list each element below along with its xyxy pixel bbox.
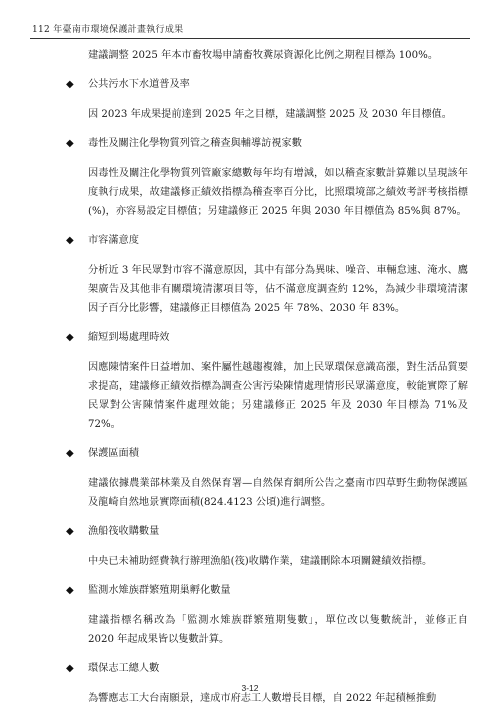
- section-response-time: [66, 328, 468, 434]
- section-body: 為響應志工大台南願景，達成市府志工人數增長目標，自 2022 年起積極推動: [88, 693, 437, 704]
- section-body: 中央已未補助經費執行辦理漁船(筏)收購作業，建議刪除本項關鍵績效指標。: [88, 556, 433, 567]
- section-title: 環保志工總人數: [88, 663, 160, 674]
- section-body: 分析近 3 年民眾對市容不滿意原因，其中有部分為異味、噪音、車輛怠速、淹水、鷹架廣告及其他非有關環境清潔項目等，佔不滿意度調查約 12%，為減少非環境清潔因子百分比影響，建議修正目標值為 2025 年 78%、2030 年 83%。: [88, 265, 468, 314]
- diamond-bullet-icon: ◆: [66, 663, 74, 674]
- section-title: 毒性及關注化學物質列管之稽查與輔導訪視家數: [88, 138, 302, 149]
- intro-paragraph: 建議調整 2025 年本市畜牧場申請畜牧糞尿資源化比例之期程目標為 100%。: [88, 50, 439, 61]
- diamond-bullet-icon: ◆: [66, 138, 74, 149]
- section-body: 建議依據農業部林業及自然保育署—自然保育網所公告之臺南市四草野生動物保護區及龍崎自然地景實際面積(824.4123 公頃)進行調整。: [88, 478, 468, 508]
- section-pheasant-tailed-jacana: [66, 581, 468, 649]
- page-number: 3-12: [241, 683, 259, 693]
- section-fishing-boats: [66, 522, 468, 571]
- running-header: 112 年臺南市環境保護計畫執行成果: [32, 25, 184, 35]
- section-body: 因應陳情案件日益增加、案件屬性越趨複雜，加上民眾環保意識高漲，對生活品質要求提高，建議修正績效指標為調查公害污染陳情處理情形民眾滿意度，較能實際了解民眾對公害陳情案件處理效能；另建議修正 2025 年及 2030 年目標為 71%及 72%。: [88, 362, 468, 430]
- section-title: 漁船筏收購數量: [88, 526, 160, 537]
- header-divider: [30, 38, 470, 39]
- diamond-bullet-icon: ◆: [66, 526, 74, 537]
- section-title: 縮短到場處理時效: [88, 332, 170, 343]
- section-body: 因 2023 年成果提前達到 2025 年之目標，建議調整 2025 及 2030 年目標值。: [88, 109, 452, 120]
- section-body: 因毒性及關注化學物質列管廠家總數每年均有增減，如以稽查家數計算難以呈現該年度執行成果，故建議修正績效指標為稽查率百分比，比照環境部之績效考評考核指標(%)，亦容易設定目標值；另建議修正 2025 年與 2030 年目標值為 85%與 87%。: [88, 168, 468, 217]
- diamond-bullet-icon: ◆: [66, 585, 74, 596]
- section-city-satisfaction: [66, 231, 468, 318]
- section-title: 保護區面積: [88, 448, 139, 459]
- diamond-bullet-icon: ◆: [66, 448, 74, 459]
- section-title: 監測水雉族群繁殖期巢孵化數量: [88, 585, 231, 596]
- section-title: 市容滿意度: [88, 235, 139, 246]
- diamond-bullet-icon: ◆: [66, 79, 74, 90]
- section-body: 建議指標名稱改為「監測水雉族群繁殖期隻數」，單位改以隻數統計，並修正自 2020 年起成果皆以隻數計算。: [88, 615, 468, 645]
- section-sewer: [66, 75, 468, 124]
- section-protected-area: [66, 444, 468, 512]
- diamond-bullet-icon: ◆: [66, 332, 74, 343]
- diamond-bullet-icon: ◆: [66, 235, 74, 246]
- main-content: [66, 46, 468, 708]
- section-title: 公共污水下水道普及率: [88, 79, 190, 90]
- section-toxic-chemicals: [66, 134, 468, 221]
